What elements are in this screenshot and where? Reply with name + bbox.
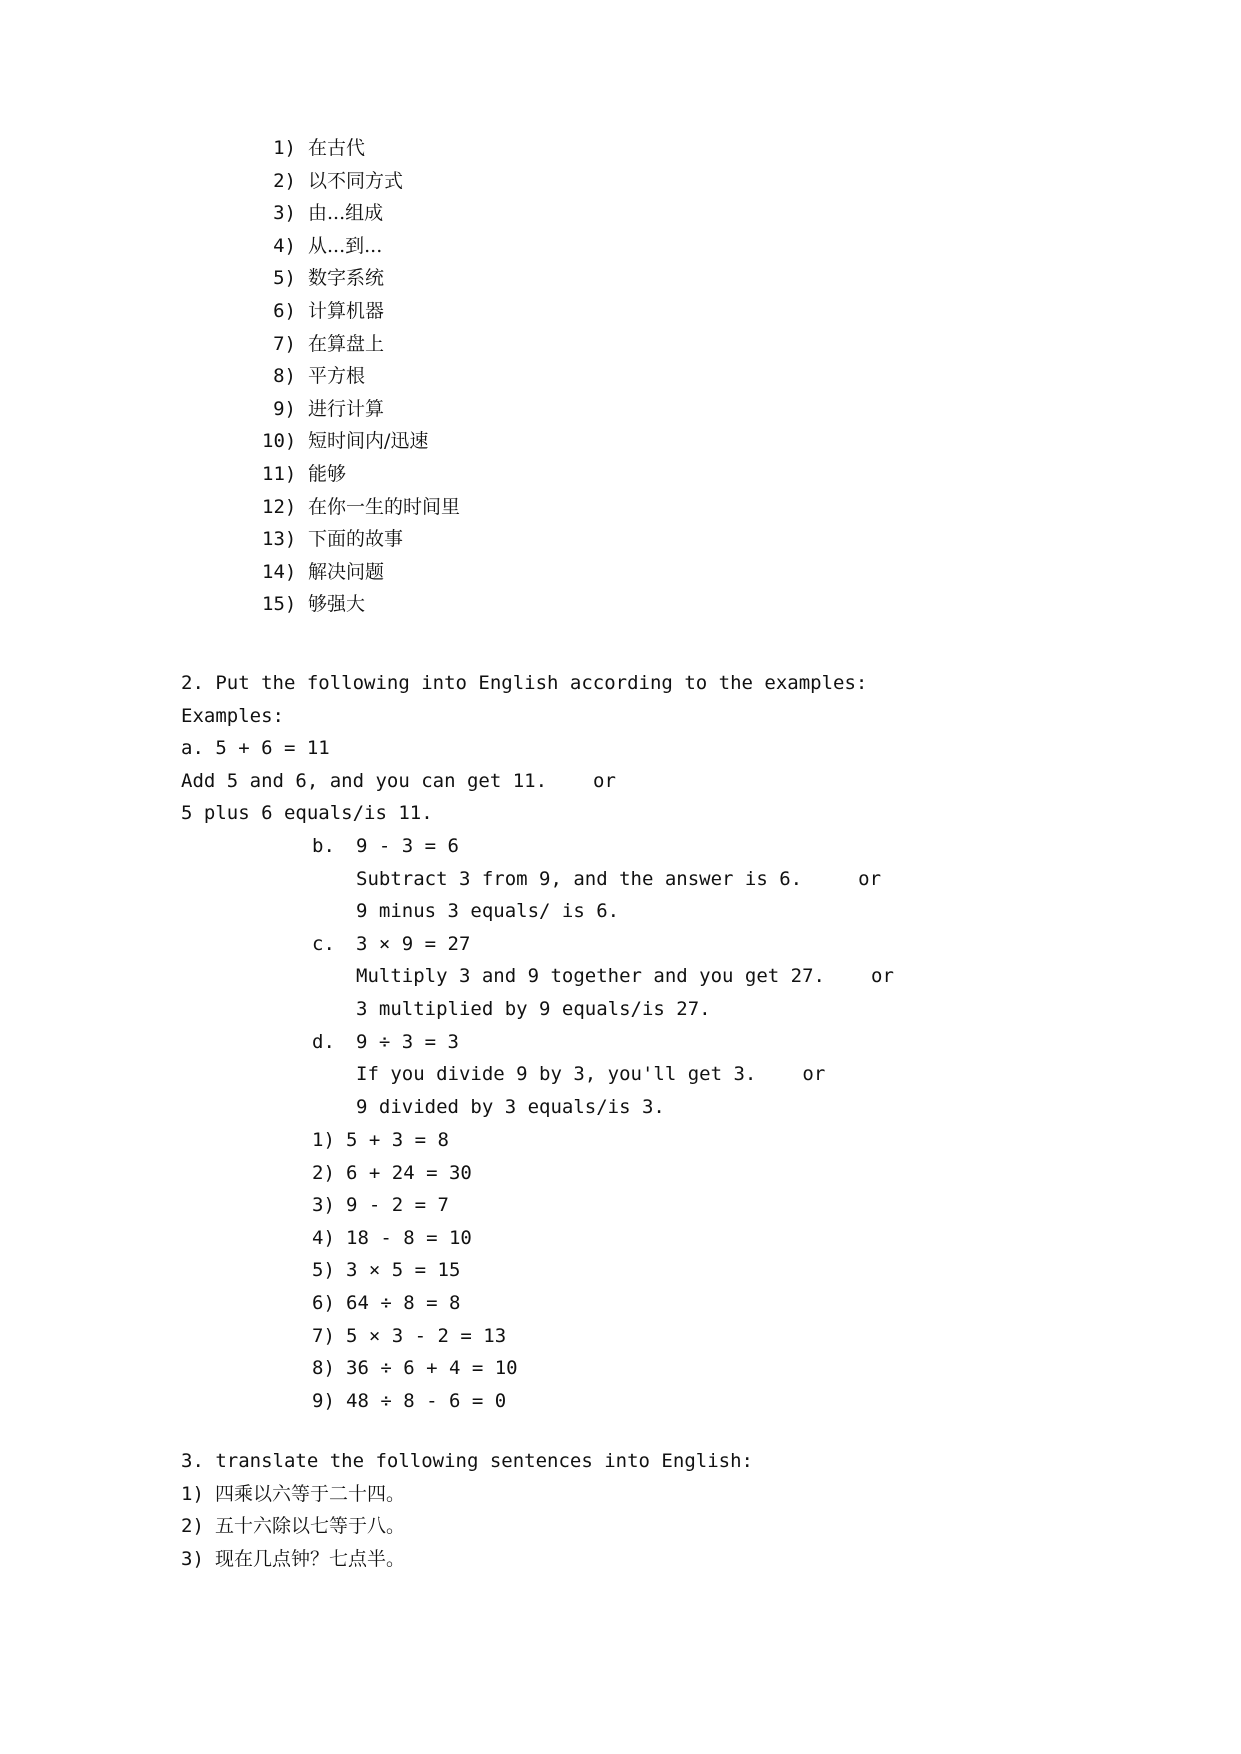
item-number: 8) (273, 365, 296, 388)
list-item (312, 1222, 518, 1255)
example-a-line1 (181, 765, 867, 798)
item-text: 数字系统 (308, 267, 385, 290)
or-label: or (871, 965, 894, 988)
or-label: or (593, 769, 616, 792)
example-text: 9 divided by 3 equals/is 3. (356, 1095, 665, 1118)
list-item (262, 458, 460, 491)
item-text: 以不同方式 (308, 169, 404, 192)
example-letter: c. (312, 932, 335, 955)
example-letter: b. (312, 835, 335, 857)
example-text: 9 minus 3 equals/ is 6. (356, 900, 620, 923)
item-number: 7) (273, 332, 296, 355)
item-text: 从...到... (308, 234, 383, 257)
example-text: 3 multiplied by 9 equals/is 27. (356, 997, 711, 1020)
item-number: 3) (273, 202, 296, 225)
list-item (312, 1352, 518, 1385)
item-number: 14) (262, 560, 297, 583)
exercise-list (312, 1124, 518, 1417)
item-number: 12) (262, 495, 297, 518)
list-item (262, 491, 460, 524)
list-item (312, 1157, 518, 1190)
item-text: 6 + 24 = 30 (346, 1161, 472, 1184)
item-text: 5 × 3 - 2 = 13 (346, 1324, 507, 1347)
item-number: 9) (273, 397, 296, 420)
section-heading: 2. Put the following into English according to the examples: (181, 672, 868, 694)
example-d-line2 (312, 1091, 894, 1124)
or-label: or (802, 1063, 826, 1086)
item-number: 6) (273, 299, 296, 322)
item-text: 在算盘上 (308, 332, 385, 355)
or-label: or (858, 867, 882, 890)
item-text: 现在几点钟？七点半。 (215, 1547, 406, 1570)
item-number: 2) (312, 1161, 335, 1184)
section-2-intro (181, 667, 867, 830)
item-text: 由...组成 (308, 202, 384, 225)
item-text: 64 ÷ 8 = 8 (346, 1291, 461, 1314)
example-text: Multiply 3 and 9 together and you get 27. (356, 965, 825, 988)
list-item (262, 588, 460, 621)
item-text: 够强大 (308, 593, 366, 616)
item-text: 在古代 (308, 137, 366, 159)
example-c-line1 (312, 960, 894, 993)
example-d-line1 (312, 1058, 894, 1091)
item-text: 解决问题 (308, 560, 385, 583)
item-number: 8) (312, 1357, 335, 1380)
item-number: 3) (312, 1194, 335, 1217)
item-text: 四乘以六等于二十四。 (215, 1482, 406, 1505)
item-text: 9 - 2 = 7 (346, 1194, 449, 1217)
item-number: 3) (181, 1547, 204, 1570)
list-item (312, 1320, 518, 1353)
item-text: 36 ÷ 6 + 4 = 10 (346, 1357, 518, 1380)
list-item (181, 1543, 753, 1576)
example-c-equation (312, 928, 894, 961)
example-b-equation (312, 830, 894, 863)
list-item (312, 1189, 518, 1222)
example-b-line1 (312, 863, 894, 896)
item-text: 五十六除以七等于八。 (215, 1515, 406, 1538)
item-number: 2) (273, 169, 296, 192)
equation: 9 ÷ 3 = 3 (356, 1030, 459, 1053)
example-a-line2: 5 plus 6 equals/is 11. (181, 802, 433, 825)
examples-bcd (312, 830, 894, 1123)
item-number: 2) (181, 1515, 204, 1538)
item-text: 短时间内/迅速 (308, 430, 429, 453)
list-item (262, 230, 460, 263)
list-item (262, 165, 460, 198)
item-text: 平方根 (308, 365, 366, 388)
example-text: If you divide 9 by 3, you'll get 3. (356, 1063, 757, 1086)
item-text: 计算机器 (308, 299, 385, 322)
list-item (262, 132, 460, 165)
section-heading: 3. translate the following sentences into English: (181, 1450, 753, 1472)
item-text: 18 - 8 = 10 (346, 1226, 472, 1249)
item-number: 5) (273, 267, 296, 290)
list-item (262, 197, 460, 230)
item-text: 48 ÷ 8 - 6 = 0 (346, 1389, 507, 1412)
list-item (262, 556, 460, 589)
vocab-list (262, 132, 460, 621)
item-text: 5 + 3 = 8 (346, 1129, 449, 1151)
equation: 3 × 9 = 27 (356, 932, 471, 955)
item-number: 10) (262, 430, 297, 453)
list-item (312, 1385, 518, 1418)
item-number: 13) (262, 528, 297, 551)
list-item (262, 425, 460, 458)
list-item (312, 1124, 518, 1157)
example-c-line2 (312, 993, 894, 1026)
list-item (181, 1478, 753, 1511)
list-item (262, 295, 460, 328)
example-a-equation: a. 5 + 6 = 11 (181, 737, 330, 760)
list-item (262, 328, 460, 361)
example-d-equation (312, 1026, 894, 1059)
item-text: 进行计算 (308, 397, 385, 420)
example-letter: d. (312, 1030, 335, 1053)
item-number: 7) (312, 1324, 335, 1347)
item-number: 1) (312, 1129, 335, 1151)
list-item (262, 360, 460, 393)
item-number: 6) (312, 1291, 335, 1314)
examples-label: Examples: (181, 704, 284, 727)
item-text: 能够 (308, 462, 347, 485)
item-number: 1) (181, 1482, 204, 1505)
example-text: Subtract 3 from 9, and the answer is 6. (356, 867, 803, 890)
list-item (262, 523, 460, 556)
item-text: 3 × 5 = 15 (346, 1259, 461, 1282)
example-b-line2 (312, 895, 894, 928)
list-item (312, 1254, 518, 1287)
section-3 (181, 1445, 753, 1575)
list-item (181, 1510, 753, 1543)
item-number: 4) (273, 234, 296, 257)
list-item (262, 262, 460, 295)
list-item (262, 393, 460, 426)
item-number: 1) (273, 137, 296, 159)
item-number: 11) (262, 462, 297, 485)
item-number: 9) (312, 1389, 335, 1412)
example-text: Add 5 and 6, and you can get 11. (181, 769, 548, 792)
list-item (312, 1287, 518, 1320)
item-number: 4) (312, 1226, 335, 1249)
item-text: 下面的故事 (308, 528, 404, 551)
equation: 9 - 3 = 6 (356, 835, 459, 857)
item-number: 15) (262, 593, 297, 616)
item-text: 在你一生的时间里 (308, 495, 461, 518)
item-number: 5) (312, 1259, 335, 1282)
